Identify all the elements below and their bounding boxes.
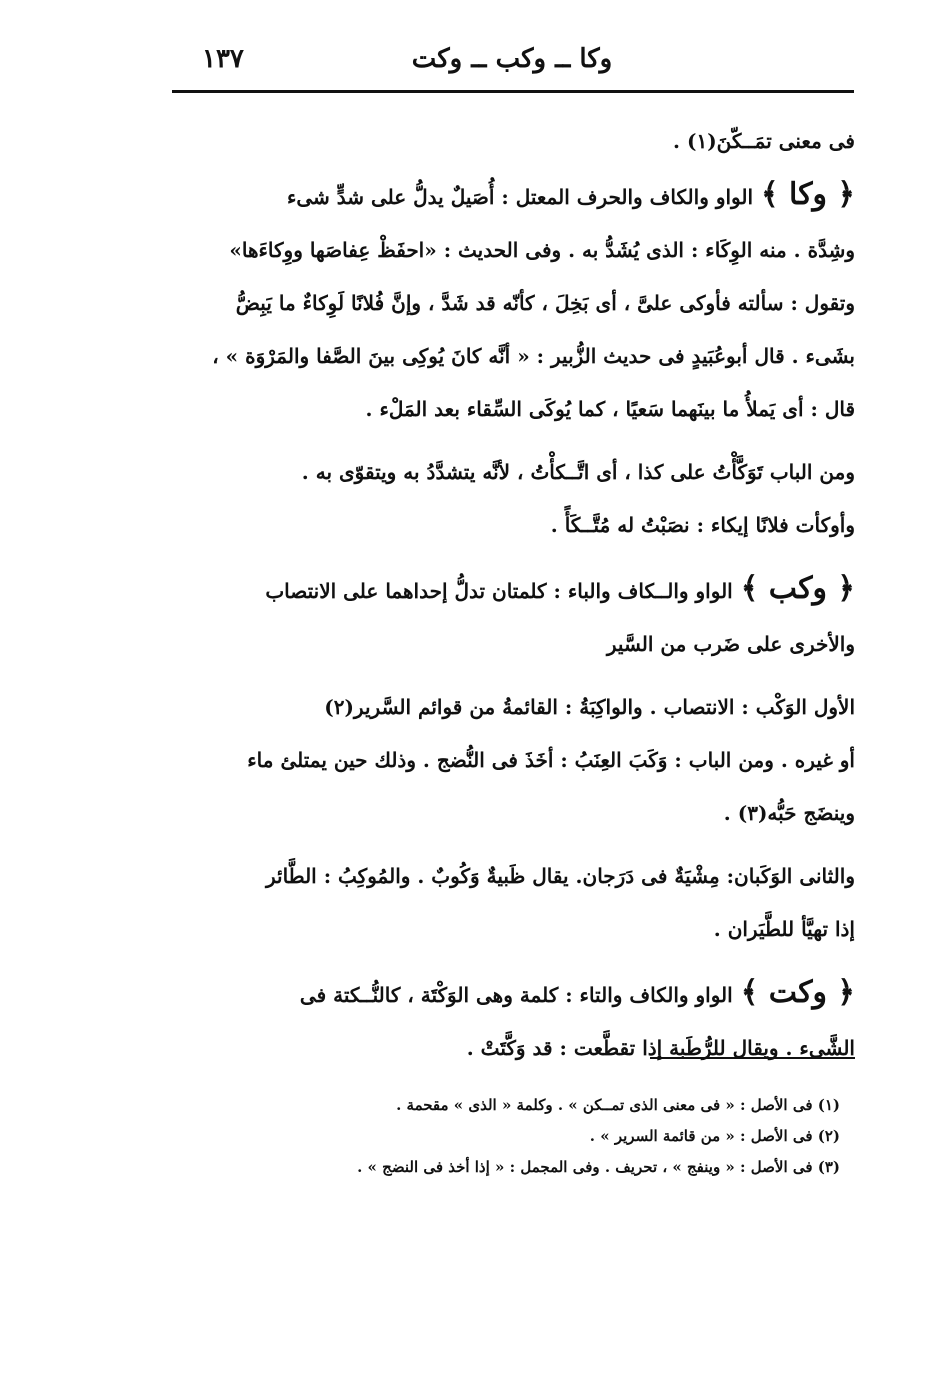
page-number: ١٣٧ bbox=[202, 44, 244, 74]
running-title: وكا ــ وكب ــ وكت bbox=[411, 44, 613, 74]
text-line: ومن الباب تَوَكَّأْتُ على كذا ، أى اتَّــكأْتُ ، لأنَّه يتشدَّدُ به ويتقوّى به . bbox=[301, 460, 855, 484]
entry-heading-wakat: ﴿ وكت ﴾ bbox=[740, 975, 855, 1010]
footnote-rule bbox=[650, 1057, 855, 1059]
page-header bbox=[172, 40, 852, 88]
text-line: بشَىء . قال أبوعُبَيدٍ فى حديث الزُّبير : « أنَّه كانَ يُوكِى بينَ الصَّفا والمَرْوَة » ، bbox=[212, 344, 855, 368]
header-rule bbox=[172, 90, 854, 93]
text-line: وشِدَّة . منه الوِكَاء : الذى يُشَدُّ به . وفى الحديث : «احفَظْ عِفاصَها ووِكاءَها» bbox=[229, 238, 855, 262]
text-line: وينضَج حَبُّه(٣) . bbox=[723, 801, 855, 825]
text-line: فى معنى تمَــكّنَ(١) . bbox=[673, 129, 855, 153]
text-line: والثانى الوَكَبان: مِشْيَةٌ فى دَرَجان. يقال ظَبيةٌ وَكُوبٌ . والمُوكِبُ : الطَّائر bbox=[265, 864, 855, 888]
text-line: وتقول : سألته فأوكى علىَّ ، أى بَخِلَ ، كأنّه قد شَدَّ ، وإنَّ فُلانًا لَوِكاءٌ ما يَبِضُّ bbox=[235, 291, 855, 315]
footnotes bbox=[200, 1090, 840, 1183]
main-text bbox=[165, 115, 855, 1075]
text-line: ﴿ وكت ﴾الواو والكاف والتاء : كلمة وهى الوَكْتَة ، كالنُّــكتة فى bbox=[299, 975, 855, 1010]
text-line: إذا تهيَّأ للطَّيَران . bbox=[713, 917, 855, 941]
footnote-3: (٣) فى الأصل : « وينفج » ، تحريف . وفى المجمل : « إذا أخذ فى النضج » . bbox=[357, 1158, 840, 1176]
footnote-1: (١) فى الأصل : « فى معنى الذى تمــكن » . وكلمة « الذى » مقحمة . bbox=[396, 1096, 840, 1114]
text-line: الأول الوَكْب : الانتصاب . والواكِبَةُ : القائمةُ من قوائم السَّرير(٢) bbox=[324, 695, 855, 719]
entry-heading-waka: ﴿ وكا ﴾ bbox=[761, 177, 855, 212]
text-line: والأخرى على ضَرب من السَّير bbox=[606, 632, 855, 656]
text-line: أو غيره . ومن الباب : وَكَبَ العِنَبُ : أخَذَ فى النُّضج . وذلك حين يمتلئ ماء bbox=[247, 748, 855, 772]
text-line: ﴿ وكا ﴾الواو والكاف والحرف المعتل : أُصَيلٌ يدلُّ على شدٍّ شىء bbox=[286, 177, 855, 212]
text-line: وأوكأت فلانًا إيكاء : نصَبْتُ له مُتَّــكَأً . bbox=[550, 513, 855, 537]
footnote-2: (٢) فى الأصل : « من قائمة السرير » . bbox=[589, 1127, 840, 1145]
entry-heading-wakab: ﴿ وكب ﴾ bbox=[740, 571, 855, 606]
text-line: ﴿ وكب ﴾الواو والــكاف والباء : كلمتان تدلُّ إحداهما على الانتصاب bbox=[265, 571, 855, 606]
text-line: الشَّىء . ويقال للرُّطَبة إذا تقطَّعت : قد وَكَّتَتْ . bbox=[466, 1036, 855, 1060]
text-line: قال : أى يَملأُ ما بينَهما سَعيًا ، كما يُوكَى السِّقاء بعد المَلْء . bbox=[365, 397, 855, 421]
